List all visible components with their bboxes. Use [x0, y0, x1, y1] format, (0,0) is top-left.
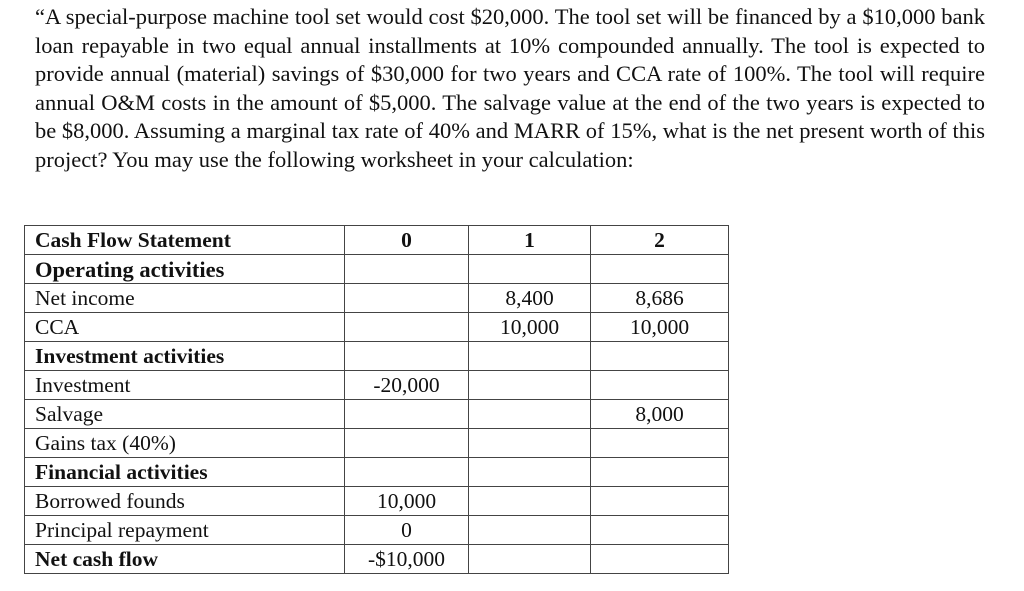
row-label: Salvage [25, 400, 345, 429]
cell-y1 [469, 400, 591, 429]
cell-y2 [591, 342, 729, 371]
row-label: Gains tax (40%) [25, 429, 345, 458]
cell-y1 [469, 516, 591, 545]
table-row-gains-tax [25, 429, 729, 458]
cell-y1 [469, 487, 591, 516]
cell-y1 [469, 545, 591, 574]
cell-y1: 8,400 [469, 284, 591, 313]
cell-y0 [345, 313, 469, 342]
cell-y0 [345, 255, 469, 284]
problem-statement: “A special-purpose machine tool set would cost $20,000. The tool set will be financed by a $10,000 bank loan repayable in two equal annual installments at 10% compounded annually. The tool is expected to provide annual (material) savings of $30,000 for two years and CCA rate of 100%. The tool will require annual O&M costs in the amount of $5,000. The salvage value at the end of the two years is expected to be $8,000. Assuming a marginal tax rate of 40% and MARR of 15%, what is the net present worth of this project? You may use the following worksheet in your calculation: [35, 4, 985, 172]
cell-y1 [469, 429, 591, 458]
cell-y2 [591, 516, 729, 545]
cell-y0 [345, 429, 469, 458]
cell-y0: 0 [345, 516, 469, 545]
section-label-investment: Investment activities [25, 342, 345, 371]
row-label: Investment [25, 371, 345, 400]
cell-y1 [469, 255, 591, 284]
cell-y0 [345, 458, 469, 487]
row-label: CCA [25, 313, 345, 342]
section-label-financial: Financial activities [25, 458, 345, 487]
table-row-operating-activities [25, 255, 729, 284]
cell-y0: -20,000 [345, 371, 469, 400]
cell-y1: 10,000 [469, 313, 591, 342]
table-row-borrowed-funds [25, 487, 729, 516]
cell-y1 [469, 342, 591, 371]
table-row-financial-activities [25, 458, 729, 487]
cell-y2: 10,000 [591, 313, 729, 342]
table-row-principal-repayment [25, 516, 729, 545]
row-label: Borrowed founds [25, 487, 345, 516]
cell-y0 [345, 400, 469, 429]
cell-y2 [591, 487, 729, 516]
header-year-2: 2 [591, 226, 729, 255]
cell-y2 [591, 255, 729, 284]
header-year-0: 0 [345, 226, 469, 255]
cell-y0 [345, 284, 469, 313]
row-label: Principal repayment [25, 516, 345, 545]
table-row-investment [25, 371, 729, 400]
cell-y2: 8,686 [591, 284, 729, 313]
cell-y2: 8,000 [591, 400, 729, 429]
row-label: Net income [25, 284, 345, 313]
cell-y0: -$10,000 [345, 545, 469, 574]
cell-y1 [469, 371, 591, 400]
table-row-investment-activities [25, 342, 729, 371]
cell-y2 [591, 371, 729, 400]
cell-y2 [591, 458, 729, 487]
row-label-net-cash-flow: Net cash flow [25, 545, 345, 574]
section-label-operating: Operating activities [25, 255, 345, 284]
table-row-salvage [25, 400, 729, 429]
cash-flow-worksheet [24, 225, 729, 574]
table-row-cca [25, 313, 729, 342]
header-cash-flow-statement: Cash Flow Statement [25, 226, 345, 255]
cell-y0 [345, 342, 469, 371]
table-row-net-cash-flow [25, 545, 729, 574]
header-year-1: 1 [469, 226, 591, 255]
cell-y0: 10,000 [345, 487, 469, 516]
cell-y2 [591, 545, 729, 574]
table-header-row [25, 226, 729, 255]
cell-y1 [469, 458, 591, 487]
cell-y2 [591, 429, 729, 458]
table-row-net-income [25, 284, 729, 313]
